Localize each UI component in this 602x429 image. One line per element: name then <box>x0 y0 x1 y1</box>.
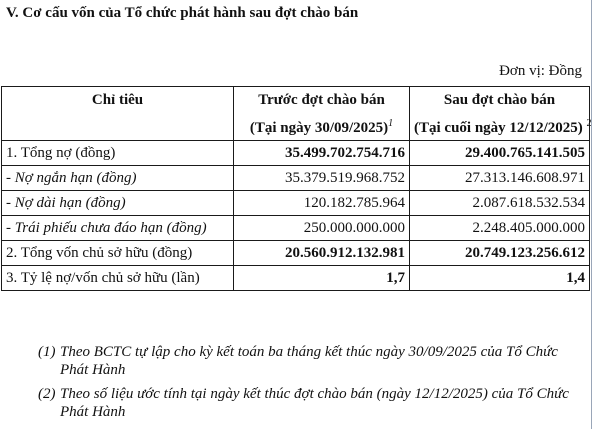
header-before-title: Trước đợt chào bán <box>258 92 385 108</box>
row-label: - Nợ dài hạn (đồng) <box>2 191 234 216</box>
page-edge-rule <box>591 0 592 429</box>
table-row-outstanding-bonds <box>2 216 590 241</box>
header-after-note: 2 <box>586 118 592 129</box>
header-after-date-line <box>414 117 592 139</box>
footnote-2 <box>38 385 586 421</box>
row-before-value: 1,7 <box>234 266 410 291</box>
table-row-total-debt <box>2 141 590 166</box>
table-row-debt-to-equity <box>2 266 590 291</box>
row-after-value: 20.749.123.256.612 <box>410 241 590 266</box>
header-before-date-line <box>238 117 405 139</box>
row-before-value: 35.379.519.968.752 <box>234 166 410 191</box>
header-before-offering <box>234 87 410 141</box>
row-label: 3. Tỷ lệ nợ/vốn chủ sở hữu (lần) <box>2 266 234 291</box>
header-after-title: Sau đợt chào bán <box>443 92 556 108</box>
header-indicator <box>2 87 234 141</box>
header-after-date: (Tại cuối ngày 12/12/2025) <box>414 120 583 136</box>
table-header-row <box>2 87 590 141</box>
table-row-total-equity <box>2 241 590 266</box>
row-after-value: 27.313.146.608.971 <box>410 166 590 191</box>
footnotes <box>38 343 586 427</box>
footnote-text: Theo số liệu ước tính tại ngày kết thúc đợt chào bán (ngày 12/12/2025) của Tổ Chức Phát Hành <box>60 386 569 420</box>
footnote-1 <box>38 343 586 379</box>
section-title: V. Cơ cấu vốn của Tổ chức phát hành sau đợt chào bán <box>6 5 359 21</box>
row-after-value: 2.087.618.532.534 <box>410 191 590 216</box>
header-indicator-label: Chỉ tiêu <box>91 92 144 108</box>
header-before-date: (Tại ngày 30/09/2025) <box>249 120 389 136</box>
row-after-value: 2.248.405.000.000 <box>410 216 590 241</box>
row-before-value: 20.560.912.132.981 <box>234 241 410 266</box>
table-row-long-term-debt <box>2 191 590 216</box>
header-before-note: 1 <box>388 118 394 129</box>
row-after-value: 1,4 <box>410 266 590 291</box>
table-row-short-term-debt <box>2 166 590 191</box>
footnote-text: Theo BCTC tự lập cho kỳ kết toán ba tháng kết thúc ngày 30/09/2025 của Tổ Chức Phát Hành <box>60 344 558 378</box>
header-after-offering <box>410 87 590 141</box>
unit-label: Đơn vị: Đồng <box>499 63 582 79</box>
row-label: - Trái phiếu chưa đáo hạn (đồng) <box>2 216 234 241</box>
row-before-value: 250.000.000.000 <box>234 216 410 241</box>
row-before-value: 35.499.702.754.716 <box>234 141 410 166</box>
footnote-marker: (2) <box>38 386 56 402</box>
row-label: 2. Tổng vốn chủ sở hữu (đồng) <box>2 241 234 266</box>
row-after-value: 29.400.765.141.505 <box>410 141 590 166</box>
row-label: 1. Tổng nợ (đồng) <box>2 141 234 166</box>
row-label: - Nợ ngắn hạn (đồng) <box>2 166 234 191</box>
footnote-marker: (1) <box>38 344 56 360</box>
capital-structure-table <box>1 86 590 291</box>
row-before-value: 120.182.785.964 <box>234 191 410 216</box>
